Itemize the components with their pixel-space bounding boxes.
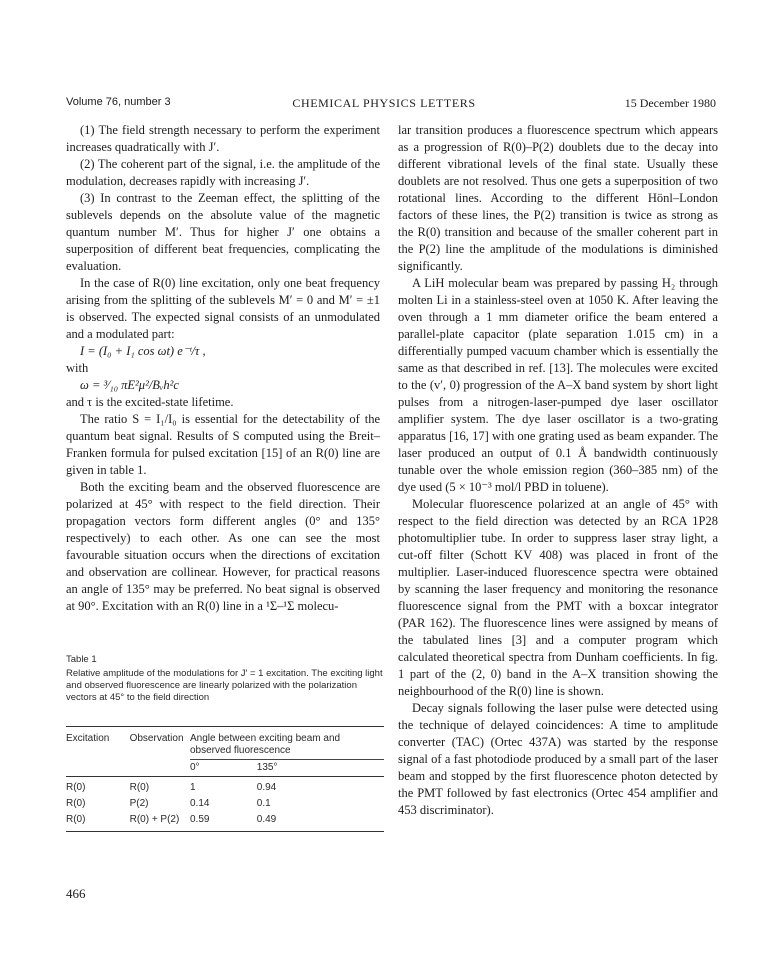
- paragraph: (1) The field strength necessary to perform the experiment increases quadratically with J′.: [66, 123, 380, 154]
- paragraph: (3) In contrast to the Zeeman effect, the splitting of the sublevels depends on the absolute value of the magnetic quantum number M′. Thus for higher J′ one obtains a superposition of different beat frequencies, complicating the evaluation.: [66, 191, 380, 273]
- table-cell: 0.94: [257, 777, 384, 797]
- column-header: 0°: [190, 760, 257, 777]
- paragraph: Decay signals following the laser pulse were detected using the technique of delayed coincidences: A time to amplitude converter (TAC) (Ortec 437A) was started by the response signal of a fast photodiode produced by a small part of the laser beam and stopped by the first fluorescence photon detected by the PMT followed by fast electronics (Ortec 454 amplifier and 453 discriminator).: [398, 701, 718, 817]
- left-column: [66, 122, 380, 615]
- paragraph: A LiH molecular beam was prepared by passing H₂ through molten Li in a stainless-steel oven at 1050 K. After leaving the oven through a 1 mm diameter orifice the beam entered a parallel-plate capacitor (plate separation 1.015 cm) in a differentially pumped vacuum chamber which is essentially the same as that described in ref. [13]. The molecules were excited to the (v′, 0) progression of the A–X band system by short light pulses from a nitrogen-laser-pumped dye laser oscillator amplifier system. The dye laser oscillator is a two-grating apparatus [16, 17] with one grating used as beam expander. The laser produced an output of 0.1 Å bandwidth continuously tunable over the whole emission region (360–385 nm) of the dye used (5 × 10⁻³ mol/l PBD in toluene).: [398, 276, 718, 494]
- column-header: 135°: [257, 760, 384, 777]
- equation-frequency: ω = ³⁄₁₀ πE²μ²/Bᵥh²c: [80, 378, 179, 392]
- equation-intensity: I = (I₀ + I₁ cos ωt) e⁻ᵗ/τ ,: [80, 344, 206, 358]
- column-header: Observation: [130, 727, 190, 777]
- column-header: Excitation: [66, 727, 130, 777]
- table-row: [66, 796, 384, 812]
- table-row: [66, 812, 384, 832]
- column-header: Angle between exciting beam and observed fluorescence: [190, 727, 384, 760]
- paragraph: (2) The coherent part of the signal, i.e. the amplitude of the modulation, decreases rapidly with increasing J′.: [66, 157, 380, 188]
- table-cell: P(2): [129, 798, 149, 809]
- table-cell: R(0): [66, 798, 86, 809]
- table-cell: 0.59: [190, 812, 257, 832]
- paragraph: lar transition produces a fluorescence spectrum which appears as a progression of R(0)–P(2) doublets due to the decay into different vibrational levels of the final state. Usually these doublets are not resolved. Thus one gets a superposition of two rotational lines. According to the different Hönl–London factors of these lines, the P(2) transition is twice as strong as the R(0) transition and because of the smaller coherent part in the P(2) line the amplitude of the modulations is diminished significantly.: [398, 123, 718, 273]
- table-cell: 0.14: [190, 798, 210, 809]
- paragraph: The ratio S = I₁/I₀ is essential for the detectability of the quantum beat signal. Results of S computed using the Breit–Franken formula for pulsed excitation [15] of an R(0) line are given in table 1.: [66, 412, 380, 477]
- table-cell: 0.49: [257, 812, 384, 832]
- table-cell: R(0) + P(2): [130, 812, 190, 832]
- paragraph: Both the exciting beam and the observed fluorescence are polarized at 45° with respect to the field direction. Their propagation vectors form different angles (0° and 135° respectively) to each other. As one can see the most favourable situation occurs when the directions of excitation and observation are collinear. However, for practical reasons an angle of 135° may be preferred. No beat signal is observed at 90°. Excitation with an R(0) line in a ¹Σ–¹Σ molecu-: [66, 480, 380, 613]
- table-cell: R(0): [66, 812, 130, 832]
- page-number: 466: [66, 886, 86, 901]
- table-caption: Relative amplitude of the modulations for J′ = 1 excitation. The exciting light and observed fluorescence are linearly polarized with the polarization vectors at 45° to the field direction: [66, 668, 383, 703]
- paragraph: In the case of R(0) line excitation, only one beat frequency arising from the splitting of the sublevels M′ = 0 and M′ = ±1 is observed. The expected signal consists of an unmodulated and a modulated part:: [66, 276, 380, 341]
- paragraph: with: [66, 361, 89, 375]
- table-cell: R(0): [66, 777, 130, 797]
- volume-label: Volume 76, number 3: [66, 96, 171, 108]
- paragraph: Molecular fluorescence polarized at an angle of 45° with respect to the field direction was detected by an RCA 1P28 photomultiplier tube. In order to suppress laser stray light, a cut-off filter (Schott KV 408) was placed in front of the multiplier. Laser-induced fluorescence spectra were obtained by scanning the laser frequency and monitoring the resonance fluorescence signal from the PMT with a boxcar integrator (PAR 162). The fluorescence lines were assigned by means of the tabulated lines [3] and a computer program which calculated theoretical spectra from Dunham coefficients. In fig. 1 part of the (2, 0) band in the A–X transition showing the neighbourhood of the R(0) line is shown.: [398, 497, 718, 698]
- amplitude-table: [66, 726, 384, 832]
- table-cell: 0.1: [256, 798, 271, 809]
- table-row: [66, 777, 384, 797]
- journal-title: CHEMICAL PHYSICS LETTERS: [292, 96, 476, 110]
- issue-date: 15 December 1980: [624, 96, 716, 110]
- table-cell: R(0): [130, 777, 190, 797]
- table-cell: 1: [190, 777, 257, 797]
- paragraph: and τ is the excited-state lifetime.: [66, 395, 234, 409]
- table-title: Table 1: [66, 654, 97, 665]
- right-column: [398, 122, 718, 819]
- table-1: [66, 654, 384, 832]
